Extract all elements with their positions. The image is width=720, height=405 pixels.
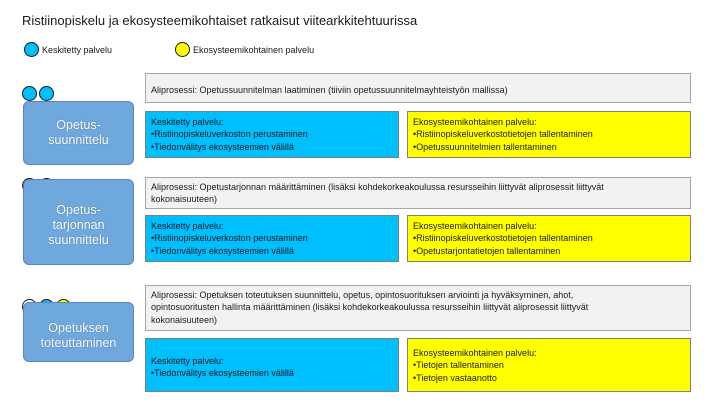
focused-service-item: •Ristiinopiskeluverkoston perustaminen [151, 233, 308, 244]
focused-service-item: •Tiedonvälitys ekosysteemien välillä [151, 245, 294, 256]
ecosystem-service-box [407, 338, 691, 392]
page-title: Ristiinopiskelu ja ekosysteemikohtaiset ratkaisut viitearkkitehtuurissa [22, 13, 418, 28]
ecosystem-service-icon [175, 42, 190, 57]
focused-service-box [145, 215, 399, 262]
focused-service-item: •Tiedonvälitys ekosysteemien välillä [151, 368, 294, 379]
ecosystem-service-item: •Tietojen tallentaminen [413, 360, 504, 371]
ecosystem-service-item: •Ristiinopiskeluverkostotietojen tallentaminen [413, 129, 593, 140]
subprocess-text: kokonaisuuteen) [151, 194, 218, 205]
ecosystem-service-item: •Opetustarjontatietojen tallentaminen [413, 245, 561, 256]
subprocess-text: opintosuoritusten hallinta määrittäminen (lisäksi kohdekorkeakoulussa resursseihin liittyvät aliprosessit liittyvät [151, 302, 589, 313]
process-label: Opetus- [56, 202, 101, 217]
subprocess-text: Aliprosessi: Opetuksen toteutuksen suunnittelu, opetus, opintosuorituksen arviointi ja hyväksyminen, ahot, [151, 290, 574, 300]
focused-service-item: •Ristiinopiskeluverkoston perustaminen [151, 129, 308, 140]
row1-service-dots [22, 86, 54, 101]
ecosystem-service-heading: Ekosysteemikohtainen palvelu: [413, 348, 537, 358]
process-label: suunnittelu [48, 232, 109, 247]
subprocess-box [145, 285, 691, 331]
legend-ecosystem-label: Ekosysteemikohtainen palvelu [193, 44, 315, 55]
focused-service-heading: Keskitetty palvelu: [151, 117, 224, 127]
legend-ecosystem [175, 42, 314, 57]
focused-service-item: •Tiedonvälitys ekosysteemien välillä [151, 141, 294, 152]
process-label: Opetuksen [48, 321, 109, 335]
focused-service-heading: Keskitetty palvelu: [151, 356, 224, 366]
process-label: toteuttaminen [40, 336, 117, 350]
process-box-opetustarjonnan-suunnittelu [23, 179, 134, 265]
focused-service-heading: Keskitetty palvelu: [151, 221, 224, 231]
legend-focused [24, 42, 112, 57]
ecosystem-service-box [407, 215, 691, 262]
focused-service-icon [22, 86, 37, 101]
legend-focused-label: Keskitetty palvelu [42, 44, 113, 55]
process-label: Opetus- [56, 118, 101, 132]
subprocess-text: Aliprosessi: Opetussuunnitelman laatiminen (tiiviin opetussuunnitelmayhteistyön mallissa) [151, 85, 508, 95]
process-label: suunnittelu [48, 133, 109, 147]
ecosystem-service-item: •Opetussuunnitelmien tallentaminen [413, 141, 557, 152]
process-box-opetussuunnittelu [23, 101, 134, 165]
ecosystem-service-heading: Ekosysteemikohtainen palvelu: [413, 117, 537, 127]
ecosystem-service-heading: Ekosysteemikohtainen palvelu: [413, 221, 537, 231]
focused-service-icon [24, 42, 39, 57]
focused-service-box [145, 338, 399, 392]
ecosystem-service-box [407, 111, 691, 158]
subprocess-box [145, 177, 691, 209]
ecosystem-service-item: •Tietojen vastaanotto [413, 372, 497, 383]
subprocess-text: kokonaisuuteen) [151, 314, 218, 325]
focused-service-box [145, 111, 399, 158]
process-label: tarjonnan [52, 217, 105, 232]
focused-service-icon [39, 86, 54, 101]
ecosystem-service-item: •Ristiinopiskeluverkostotietojen tallentaminen [413, 233, 593, 244]
subprocess-box [145, 73, 691, 103]
subprocess-text: Aliprosessi: Opetustarjonnan määrittäminen (lisäksi kohdekorkeakoulussa resursseihin liittyvät aliprosessit liittyvät [151, 182, 604, 192]
process-box-opetuksen-toteuttaminen [23, 302, 134, 362]
